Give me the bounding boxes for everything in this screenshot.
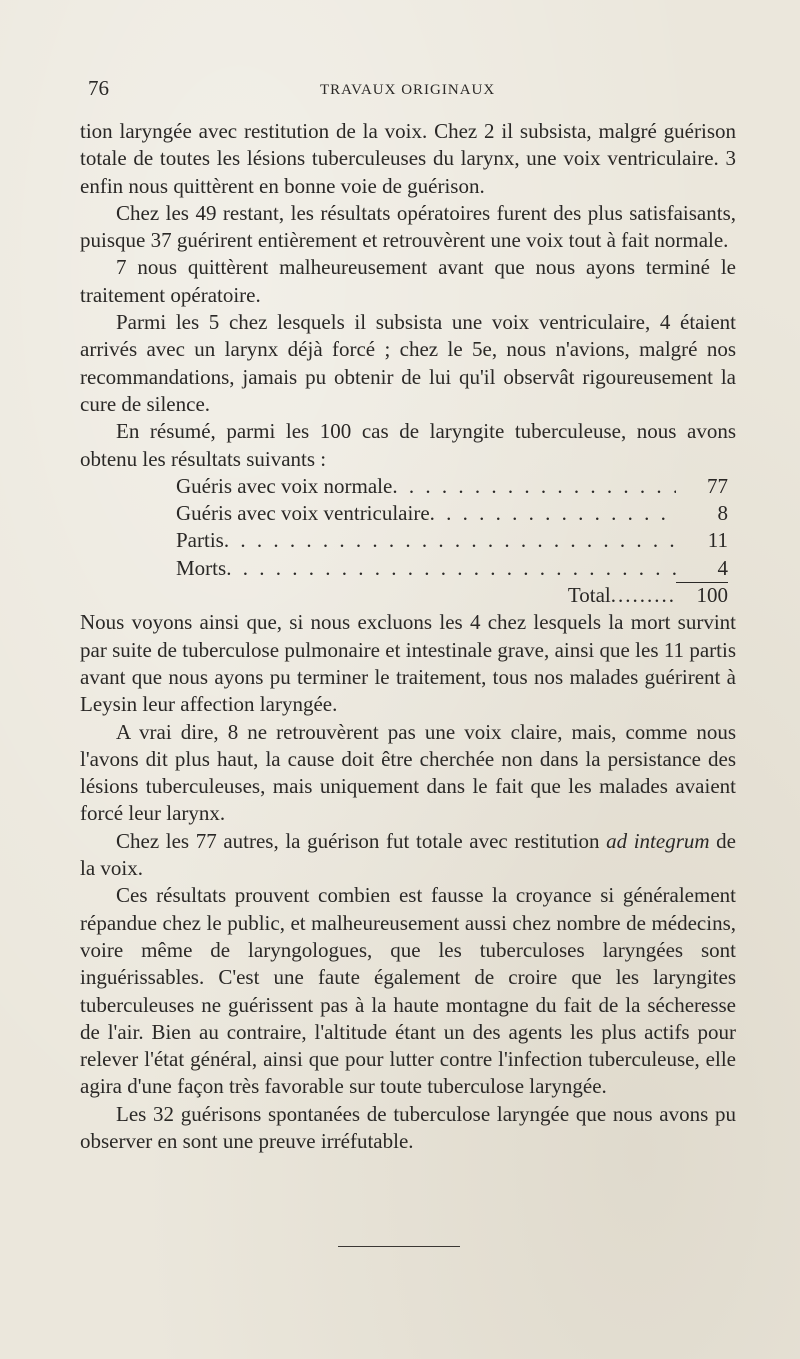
paragraph: 7 nous quittèrent malheureusement avant que nous ayons terminé le traitement opératoire. [80, 255, 736, 307]
results-value: 77 [707, 473, 728, 498]
page-number: 76 [88, 76, 109, 100]
results-total-row [176, 582, 728, 609]
paragraph [80, 828, 736, 883]
paragraph: Nous voyons ainsi que, si nous excluons les 4 chez lesquels la mort survint par suite de tuberculose pulmonaire et intestinale grave, ainsi que les 11 partis avant que nous ayons pu terminer le traitement, tous nos malades guérirent à Leysin leur affection laryngée. [80, 610, 736, 717]
paragraph: A vrai dire, 8 ne retrouvèrent pas une voix claire, mais, comme nous l'avons dit plus haut, la cause doit être cherchée non dans la persistance des lésions tuberculeuses, mais uniquement dans le fait que les malades avaient forcé leur larynx. [80, 719, 736, 826]
paragraph: Chez les 49 restant, les résultats opératoires furent des plus satisfaisants, puisque 37 guérirent entièrement et retrouvèrent une voix tout à fait normale. [80, 200, 736, 253]
running-head [88, 76, 738, 100]
paragraph: En résumé, parmi les 100 cas de laryngite tuberculeuse, nous avons obtenu les résultats suivants : [80, 419, 736, 471]
results-label: Guéris avec voix ventriculaire [176, 501, 430, 526]
results-row [176, 500, 728, 527]
results-value: 8 [717, 501, 728, 526]
results-table [176, 473, 728, 582]
body-text [80, 118, 736, 1155]
paragraph: Les 32 guérisons spontanées de tuberculose laryngée que nous avons pu observer en sont une preuve irréfutable. [80, 1101, 736, 1153]
paragraph: tion laryngée avec restitution de la voix. Chez 2 il subsista, malgré guérison totale de toutes les lésions tuberculeuses du larynx, une voix ventriculaire. 3 enfin nous quittèrent en bonne voie de guérison. [80, 119, 736, 198]
results-row [176, 555, 728, 582]
section-end-rule [338, 1246, 460, 1247]
total-label: Total [567, 583, 611, 608]
total-value: 100 [696, 583, 728, 608]
text-run: de la voix. [80, 828, 737, 881]
text-run: Chez les 77 autres, la guérison fut totale avec restitution [116, 828, 607, 853]
leader-dots [224, 527, 676, 554]
leader-dots [430, 500, 676, 527]
results-value: 11 [707, 528, 728, 553]
latin-phrase: ad integrum [606, 828, 710, 853]
results-value: 4 [676, 555, 728, 583]
leader-dots [392, 473, 676, 500]
results-label: Partis [176, 528, 224, 553]
results-row [176, 473, 728, 500]
paragraph: Parmi les 5 chez lesquels il subsista une voix ventriculaire, 4 étaient arrivés avec un larynx déjà forcé ; chez le 5e, nous n'avions, malgré nos recommandations, jamais pu obtenir de lui qu'il observât rigoureusement la cure de silence. [80, 310, 736, 416]
results-row [176, 527, 728, 554]
leader-dots [226, 555, 676, 582]
leader-dots: ......... [610, 583, 676, 608]
paragraph: Ces résultats prouvent combien est fausse la croyance si généralement répandue chez le public, et malheureusement aussi chez nombre de médecins, voire même de laryngologues, que les tuberculoses laryngées sont inguérissables. C'est une faute également de croire que les laryngites tuberculeuses ne guérissent pas à la haute montagne du fait de la sécheresse de l'air. Bien au contraire, l'altitude étant un des agents les plus actifs pour relever l'état général, ainsi que pour lutter contre l'infection tuberculeuse, elle agira d'une façon très favorable sur toute tuberculose laryngée. [80, 883, 736, 1099]
results-label: Morts [176, 555, 227, 580]
results-label: Guéris avec voix normale [176, 473, 393, 498]
journal-title: TRAVAUX ORIGINAUX [320, 82, 496, 98]
